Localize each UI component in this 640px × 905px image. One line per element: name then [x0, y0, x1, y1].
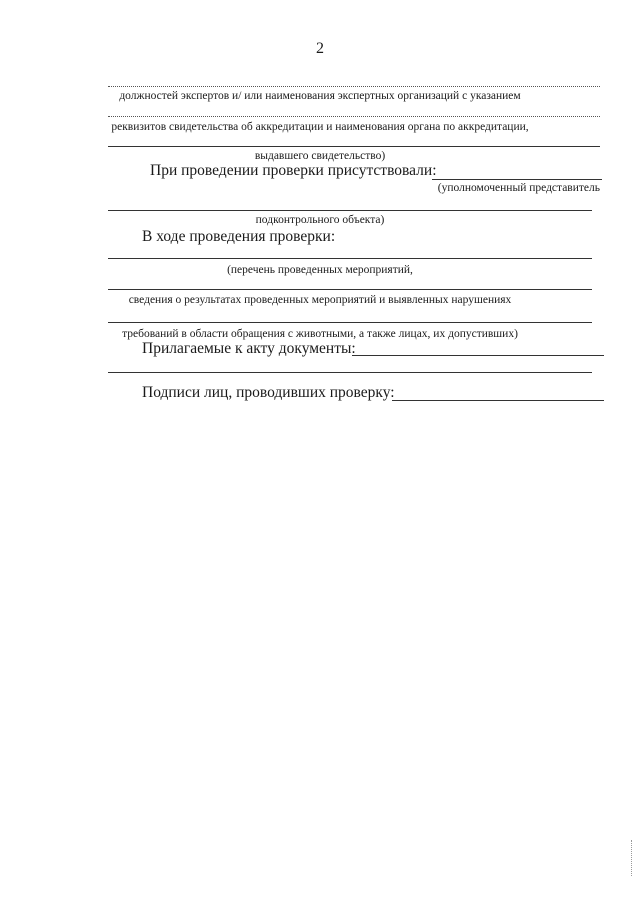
caption-experts: должностей экспертов и/ или наименования экспертных организаций с указанием	[119, 90, 521, 102]
caption-controlled: подконтрольного объекта)	[255, 214, 385, 226]
caption-requirements: требований в области обращения с животными, а также лицах, их допустивших)	[122, 328, 518, 340]
blank-line	[108, 322, 592, 323]
caption-issued: выдавшего свидетельство)	[254, 150, 386, 162]
blank-line	[108, 210, 592, 211]
blank-line	[108, 86, 600, 87]
blank-line	[108, 258, 592, 259]
attached-field[interactable]	[352, 355, 604, 356]
signatures-field[interactable]	[392, 400, 604, 401]
caption-accreditation: реквизитов свидетельства об аккредитации и наименования органа по аккредитации,	[111, 121, 529, 133]
caption-measures: (перечень проведенных мероприятий,	[227, 264, 413, 276]
blank-line	[108, 146, 600, 147]
label-signatures: Подписи лиц, проводивших проверку:	[142, 384, 395, 401]
label-attached: Прилагаемые к акту документы:	[142, 340, 356, 357]
label-during: В ходе проведения проверки:	[142, 228, 336, 245]
blank-line	[108, 116, 600, 117]
present-field[interactable]	[432, 179, 602, 180]
scan-edge-mark	[631, 840, 634, 876]
blank-line	[108, 289, 592, 290]
blank-line	[108, 372, 592, 373]
label-present: При проведении проверки присутствовали:	[150, 162, 437, 179]
caption-results: сведения о результатах проведенных мероприятий и выявленных нарушениях	[128, 294, 512, 306]
caption-representative: (уполномоченный представитель	[437, 182, 600, 194]
page-number: 2	[316, 40, 324, 57]
